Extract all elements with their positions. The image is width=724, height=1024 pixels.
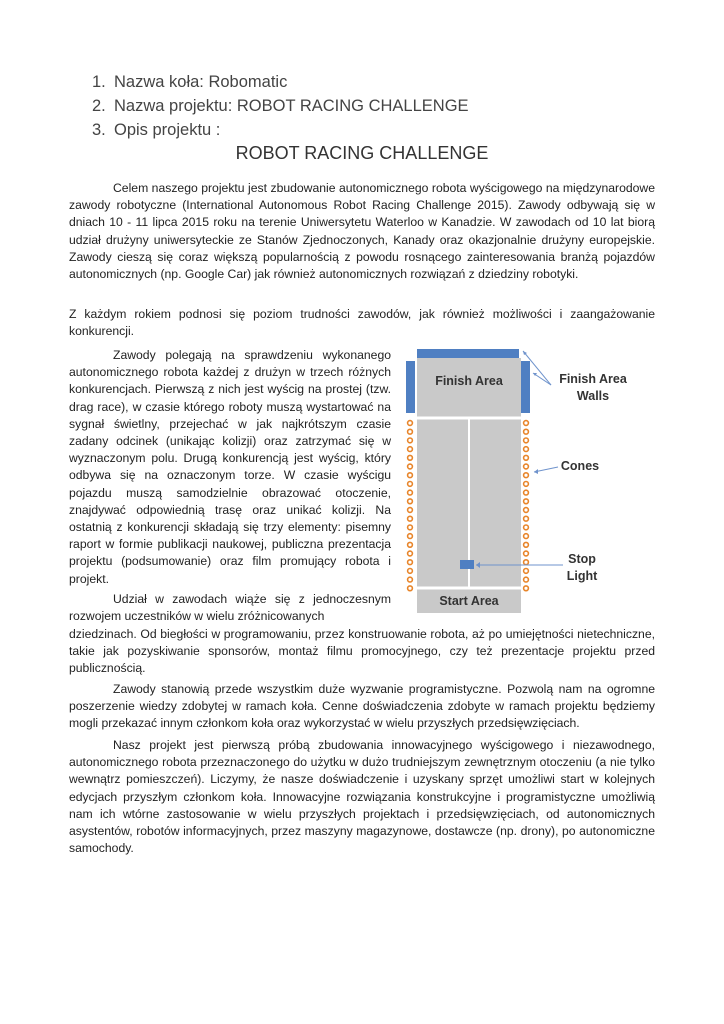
cone-marker xyxy=(408,429,413,434)
race-track-diagram xyxy=(398,343,628,615)
finish-wall-left xyxy=(406,361,415,413)
paragraph-development-end: dziedzinach. Od biegłości w programowaniu, przez konstruowanie robota, aż po umiejętności nietechniczne, takie jak pozyskiwanie sponsorów, montaż filmu promocyjnego, czy też prezentacje projektu przed publicznością. xyxy=(69,627,655,676)
cone-marker xyxy=(524,473,529,478)
cone-marker xyxy=(408,490,413,495)
project-info-list xyxy=(92,70,469,142)
paragraph-innovation: Nasz projekt jest pierwszą próbą zbudowania innowacyjnego wyścigowego i niezawodnego, autonomicznego robota przeznaczonego do użytku w dużo trudniejszym zewnętrznym otoczeniu (a nie tylko wewnątrz pomieszczeń). Liczymy, że nasze doświadczenie i uzyskany sprzęt umożliwi start w kolejnych edycjach przyszłym członkom koła. Innowacyjne rozwiązania konstrukcyjne i programistyczne umożliwią nam ich wtórne zastosowanie w wielu przyszłych projektach i przedsięwzięciach, od autonomicznych asystentów, robotów informacyjnych, przez maszyny magazynowe, dostawcze (np. drony), po autonomiczne samochody. xyxy=(69,738,655,856)
cone-marker xyxy=(408,569,413,574)
cone-marker xyxy=(524,542,529,547)
cone-marker xyxy=(408,482,413,487)
finish-area-label: Finish Area xyxy=(435,374,503,388)
cone-marker xyxy=(408,464,413,469)
cone-marker xyxy=(408,551,413,556)
list-item xyxy=(92,118,469,142)
cone-marker xyxy=(408,473,413,478)
page-title: ROBOT RACING CHALLENGE xyxy=(235,143,489,163)
stop-light xyxy=(460,560,474,569)
stop-label-line1: Stop xyxy=(568,552,596,566)
cone-marker xyxy=(408,534,413,539)
cone-marker xyxy=(408,542,413,547)
cone-marker xyxy=(524,438,529,443)
cone-marker xyxy=(408,525,413,530)
cone-marker xyxy=(524,482,529,487)
cone-marker xyxy=(408,577,413,582)
project-name: Nazwa projektu: ROBOT RACING CHALLENGE xyxy=(114,97,469,115)
cone-marker xyxy=(408,516,413,521)
cone-marker xyxy=(524,490,529,495)
cone-marker xyxy=(524,525,529,530)
cone-marker xyxy=(408,499,413,504)
project-description-label: Opis projektu : xyxy=(114,121,221,139)
walls-label-line2: Walls xyxy=(576,389,610,403)
walls-label-line1: Finish Area xyxy=(559,372,627,386)
paragraph-challenge: Zawody stanowią przede wszystkim duże wyzwanie programistyczne. Pozwolą nam na ogromne poszerzenie wiedzy zdobytej w ramach koła. Cenne doświadczenia zdobyte w ramach projektu będziemy mogli przekazać innym członkom koła oraz wykorzystać w wielu przyszłych przedsięwzięciach. xyxy=(69,682,655,731)
cone-marker xyxy=(408,447,413,452)
cone-marker xyxy=(524,499,529,504)
cone-marker xyxy=(524,516,529,521)
cone-marker xyxy=(408,421,413,426)
cone-marker xyxy=(408,586,413,591)
cone-marker xyxy=(524,586,529,591)
cone-marker xyxy=(408,455,413,460)
cone-marker xyxy=(524,455,529,460)
start-area-label: Start Area xyxy=(439,594,499,608)
paragraph-difficulty: Z każdym rokiem podnosi się poziom trudności zawodów, jak również możliwości i zaangażowanie konkurencji. xyxy=(69,307,655,339)
cone-marker xyxy=(408,438,413,443)
cone-marker xyxy=(524,534,529,539)
cone-marker xyxy=(524,577,529,582)
list-number: 2. xyxy=(92,97,106,115)
race-track-svg xyxy=(398,343,628,615)
list-number: 1. xyxy=(92,73,106,91)
stop-label-line2: Light xyxy=(566,569,598,583)
finish-wall-right xyxy=(521,361,530,413)
cone-marker xyxy=(524,421,529,426)
paragraph-intro: Celem naszego projektu jest zbudowanie autonomicznego robota wyścigowego na międzynarodowe zawody robotyczne (International Autonomous Robot Racing Challenge 2015). Zawody odbywają się w dniach 10 - 11 lipca 2015 roku na terenie Uniwersytetu Waterloo w Kanadzie. W zawodach od 10 lat biorą udział drużyny uniwersyteckie ze Stanów Zjednoczonych, Kanady oraz okazjonalnie drużyny europejskie. Zawody cieszą się coraz większą popularnością z powodu rosnącego zainteresowania branżą pojazdów autonomicznych (np. Google Car) jak również autonomicznych rozwiązań z dziedziny robotyki. xyxy=(69,181,655,282)
cone-marker xyxy=(524,447,529,452)
list-number: 3. xyxy=(92,121,106,139)
paragraph-competitions: Zawody polegają na sprawdzeniu wykonanego autonomicznego robota każdej z drużyn w trzech różnych konkurencjach. Pierwszą z nich jest wyścig na prostej (tzw. drag race), w czasie którego roboty muszą wystartować na sygnał świetlny, przejechać w jak najkrótszym czasie zadany odcinek (unikając kolizji) oraz zatrzymać się w wyznaczonym polu. Drugą konkurencją jest wyścig, który odbywa się na oznaczonym torze. W czasie wyścigu pojazdu muszą samodzielnie obrazować otoczenie, znajdywać odpowiednią trasę oraz unikać kolizji. Na ostatnią z konkurencji składają się trzy elementy: pisemny raport w formie publikacji naukowej, publiczna prezentacja projektu (podsumowanie) oraz film promujący robota i projekt. xyxy=(69,348,391,586)
club-name: Nazwa koła: Robomatic xyxy=(114,73,288,91)
cone-marker xyxy=(408,560,413,565)
cone-marker xyxy=(524,560,529,565)
cone-marker xyxy=(524,429,529,434)
list-item xyxy=(92,94,469,118)
finish-wall-top xyxy=(417,349,519,358)
cone-marker xyxy=(408,508,413,513)
cones-label: Cones xyxy=(560,459,600,473)
cone-marker xyxy=(524,569,529,574)
list-item xyxy=(92,70,469,94)
paragraph-development-start: Udział w zawodach wiąże się z jednoczesnym rozwojem uczestników w wielu zróżnicowanych xyxy=(69,592,391,624)
cone-marker xyxy=(524,508,529,513)
cone-marker xyxy=(524,551,529,556)
cone-marker xyxy=(524,464,529,469)
